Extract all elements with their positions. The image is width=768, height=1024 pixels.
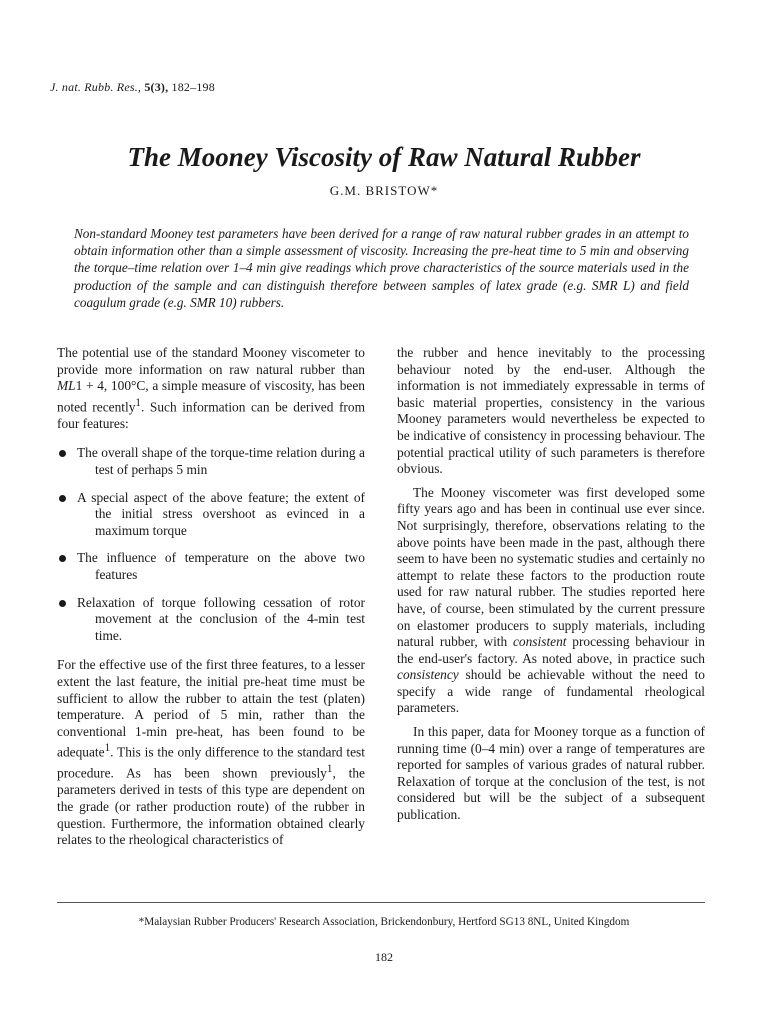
list-item: The influence of temperature on the above two features: [57, 550, 365, 583]
bullet-icon: [59, 555, 66, 562]
body-paragraph: The Mooney viscometer was first developed some fifty years ago and has been in continual use ever since. Not surprisingly, therefore, observations relating to the above points have been made in the past, although there seem to have been no systematic studies and certainly no attempt to relate these factors to the production route used for raw natural rubber. The studies reported here have, of course, been stimulated by the current pressure on elastomer producers to supply materials, including natural rubber, with consistent processing behaviour in the end-user's factory. As noted above, in practice such consistency should be achievable without the need to specify a wide range of fundamental rheological parameters.: [397, 484, 705, 716]
journal-name: J. nat. Rubb. Res.,: [50, 80, 142, 94]
citation-ref: 1: [104, 742, 111, 755]
list-item: Relaxation of torque following cessation of rotor movement at the conclusion of the 4-min test time.: [57, 595, 365, 645]
citation-ref: 1: [326, 763, 333, 776]
bullet-icon: [59, 600, 66, 607]
author-name: G.M. BRISTOW*: [329, 183, 439, 198]
paper-title: The Mooney Viscosity of Raw Natural Rubber: [127, 142, 641, 172]
feature-list: [57, 445, 365, 644]
citation-ref: 1: [135, 396, 141, 409]
bullet-icon: [59, 495, 66, 502]
body-paragraph: the rubber and hence inevitably to the processing behaviour noted by the end-user. Although the information is not immediately expressable in terms of basic material properties, consistency in the various Mooney parameters would nevertheless be expected to be indicative of consistency in processing behaviour. The potential practical utility of such parameters is therefore obvious.: [397, 345, 705, 477]
abstract: Non-standard Mooney test parameters have been derived for a range of raw natural rubber grades in an attempt to obtain information other than a simple assessment of viscosity. Increasing the pre-heat time to 5 min and observing the torque–time relation over 1–4 min give readings which prove characteristics of the source materials used in the production of the sample and can distinguish therefore between samples of latex grade (e.g. SMR L) and field coagulum grade (e.g. SMR 10) rubbers.: [74, 226, 689, 310]
page-number: 182: [375, 950, 393, 964]
body-paragraph: For the effective use of the first three features, to a lesser extent the last feature, the initial pre-heat time must be sufficient to allow the rubber to attain the test (platen) temperature. A period of 5 min, rather than the conventional 1-min pre-heat, has been found to be adequate$^1$. This is the only difference to the standard test procedure. As has been shown previously$^1$, the parameters derived in tests of this type are dependent on the grade (or rather production route) of the rubber in question. Furthermore, the information obtained clearly relates to the rheological characteristics of: [57, 657, 365, 848]
journal-pages: 182–198: [171, 80, 215, 94]
affiliation-footnote: *Malaysian Rubber Producers' Research Association, Brickendonbury, Hertford SG13 8NL, United Kingdom: [138, 916, 630, 928]
right-column: [397, 345, 705, 831]
intro-paragraph: The potential use of the standard Mooney viscometer to provide more information on raw natural rubber than ML1 + 4, 100°C, a simple measure of viscosity, has been noted recently$^1$. Such information can be derived from four features:: [57, 345, 366, 431]
list-item: The overall shape of the torque-time relation during a test of perhaps 5 min: [57, 445, 365, 478]
journal-reference: [50, 80, 215, 95]
footnote-divider: [57, 902, 705, 903]
body-paragraph: In this paper, data for Mooney torque as a function of running time (0–4 min) over a range of temperatures are reported for samples of various grades of natural rubber. Relaxation of torque at the conclusion of the test, is not considered but will be the subject of a subsequent publication.: [397, 724, 705, 823]
bullet-icon: [59, 450, 66, 457]
list-item: A special aspect of the above feature; the extent of the initial stress overshoot as evinced in a maximum torque: [57, 490, 365, 540]
journal-volume-issue: 5(3),: [144, 80, 169, 94]
left-column: [57, 345, 365, 856]
